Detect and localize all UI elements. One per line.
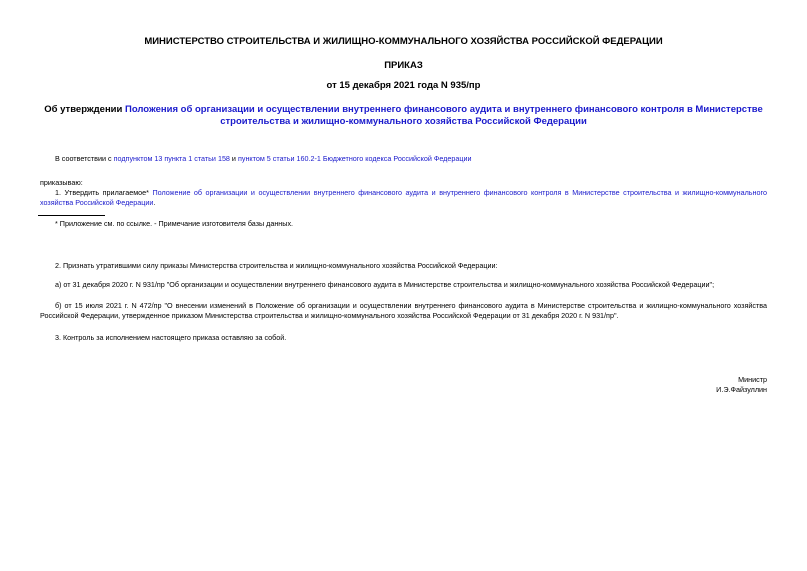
footnote-divider xyxy=(38,215,105,216)
footnote: * Приложение см. по ссылке. - Примечание изготовителя базы данных. xyxy=(55,219,294,228)
item-2-paragraph: 2. Признать утратившими силу приказы Министерства строительства и жилищно-коммунального хозяйства Российской Федерации: xyxy=(55,261,498,270)
basis-mid: и xyxy=(229,154,238,163)
budget-code-link-158[interactable]: подпунктом 13 пункта 1 статьи 158 xyxy=(113,154,230,163)
item-1-paragraph xyxy=(40,188,767,208)
order-word: приказываю: xyxy=(40,178,83,187)
basis-prefix: В соответствии с xyxy=(55,154,114,163)
doc-type-heading: ПРИКАЗ xyxy=(384,60,423,71)
date-number-heading: от 15 декабря 2021 года N 935/пр xyxy=(326,80,481,91)
signature-position: Министр xyxy=(738,375,767,384)
title-prefix: Об утверждении xyxy=(44,104,125,115)
ministry-heading: МИНИСТЕРСТВО СТРОИТЕЛЬСТВА И ЖИЛИЩНО-КОММУНАЛЬНОГО ХОЗЯЙСТВА РОССИЙСКОЙ ФЕДЕРАЦИИ xyxy=(144,36,663,47)
basis-paragraph xyxy=(40,154,767,164)
regulation-title-link[interactable]: Положения об организации и осуществлении внутреннего финансового аудита и внутреннего финансового контроля в Министерстве строительства и жилищно-коммунального хозяйства Российской Федерации xyxy=(125,104,763,127)
signature-name: И.Э.Файзуллин xyxy=(716,385,767,394)
item-2a-paragraph: а) от 31 декабря 2020 г. N 931/пр "Об организации и осуществлении внутреннего финансового аудита в Министерстве строительства и жилищно-коммунального хозяйства Российской Федерации"; xyxy=(55,280,715,289)
item-3-paragraph: 3. Контроль за исполнением настоящего приказа оставляю за собой. xyxy=(55,333,287,342)
item-2b-paragraph: б) от 15 июля 2021 г. N 472/пр "О внесении изменений в Положение об организации и осуществлении внутреннего финансового аудита в Министерстве строительства и жилищно-коммунального хозяйства Российской Федерации, утвержденное приказом Министерства строительства и жилищно-коммунального хозяйства Российской Федерации от 31 декабря 2020 г. N 931/пр". xyxy=(40,301,767,320)
budget-code-link-160[interactable]: пунктом 5 статьи 160.2-1 Бюджетного кодекса Российской Федерации xyxy=(237,154,472,163)
document-title xyxy=(40,104,767,128)
item-1-prefix: 1. Утвердить прилагаемое* xyxy=(55,188,153,197)
regulation-appendix-link[interactable]: Положение об организации и осуществлении внутреннего финансового аудита и внутреннего финансового контроля в Министерстве строительства и жилищно-коммунального хозяйства Российской Федерации xyxy=(40,188,767,207)
item-1-suffix: . xyxy=(153,198,156,207)
